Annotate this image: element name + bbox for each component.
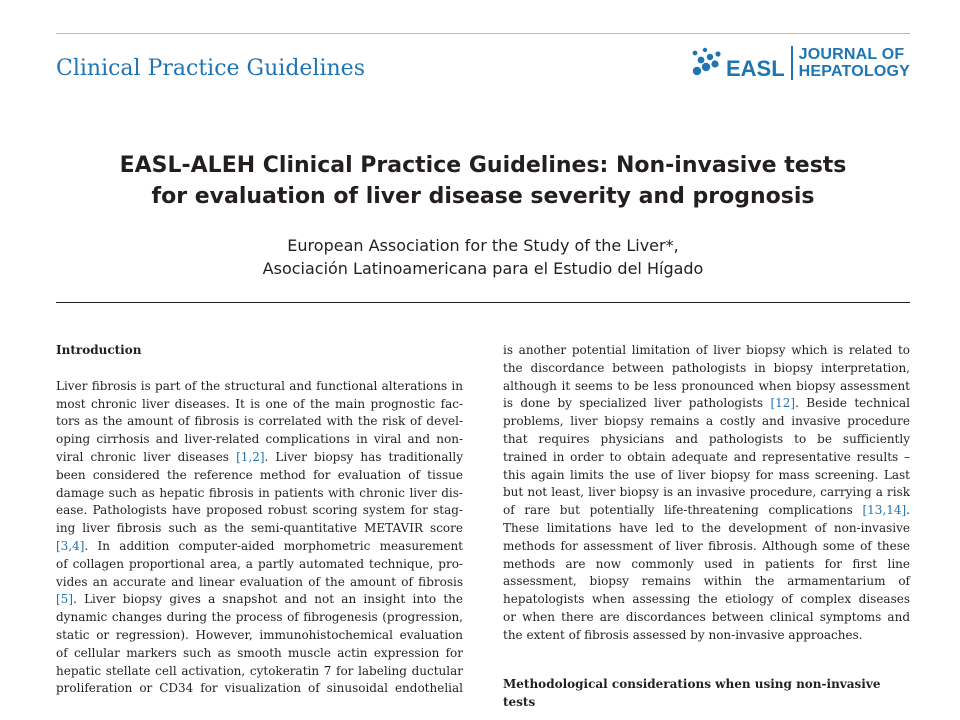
left-column xyxy=(56,342,463,698)
citation-link[interactable]: [13,14] xyxy=(862,503,907,518)
logo-journal-line1: JOURNAL OF xyxy=(798,46,905,63)
text-line: methods for assessment of liver fibrosis. Although some of these xyxy=(503,538,910,553)
right-column xyxy=(503,342,910,645)
author-line-1: European Association for the Study of the Liver*, xyxy=(287,236,679,255)
text-line: proliferation or CD34 for visualization of sinusoidal endothelial xyxy=(56,681,463,696)
text-line: Liver fibrosis is part of the structural and functional alterations in xyxy=(56,378,463,393)
text-line: the extent of fibrosis assessed by non-invasive approaches. xyxy=(503,627,863,642)
text-line: that requires physicians and pathologists to be sufficiently xyxy=(503,431,910,446)
text-line: assessment, biopsy remains within the armamentarium of xyxy=(503,574,910,589)
text-line: or when there are discordances between clinical symptoms and xyxy=(503,609,910,624)
text-line: been considered the reference method for evaluation of tissue xyxy=(56,467,463,482)
logo-journal-line2: HEPATOLOGY xyxy=(798,63,910,80)
text-line: is done by specialized liver pathologists [12]. Beside technical xyxy=(503,396,911,411)
text-line: but not least, liver biopsy is an invasive procedure, carrying a risk xyxy=(503,485,910,500)
text-line: vides an accurate and linear evaluation of the amount of fibrosis xyxy=(56,574,463,589)
introduction-heading: Introduction xyxy=(56,343,142,357)
text-line: although it seems to be less pronounced when biopsy assessment xyxy=(503,378,910,393)
top-rule xyxy=(56,33,910,34)
methodological-heading: Methodological considerations when using non-invasive tests xyxy=(503,677,881,709)
journal-logo xyxy=(688,41,910,85)
title-line-1: EASL-ALEH Clinical Practice Guidelines: Non-invasive tests xyxy=(119,153,847,178)
text-line: [3,4]. In addition computer-aided morphometric measurement xyxy=(56,538,463,553)
text-line: hepatic stellate cell activation, cytokeratin 7 for labeling ductular xyxy=(56,663,463,678)
authors xyxy=(56,234,910,280)
left-column-body xyxy=(56,378,463,698)
logo-journal-name xyxy=(799,46,910,80)
text-line: oping cirrhosis and liver-related complications in viral and non- xyxy=(56,432,463,447)
text-line: viral chronic liver diseases [1,2]. Liver biopsy has traditionally xyxy=(56,449,463,464)
header-rule xyxy=(56,302,910,303)
citation-link[interactable]: [12] xyxy=(770,396,796,411)
logo-easl-text: EASL xyxy=(725,56,785,81)
easl-dots-icon xyxy=(688,45,724,81)
logo-divider xyxy=(791,46,793,80)
text-line: ing liver fibrosis such as the semi-quantitative METAVIR score xyxy=(56,521,463,536)
text-line: tors as the amount of fibrosis is correlated with the risk of devel- xyxy=(56,414,463,429)
text-line: methods are now commonly used in patients for first line xyxy=(503,556,910,571)
text-line: the discordance between pathologists in biopsy interpretation, xyxy=(503,360,910,375)
text-line: dynamic changes during the process of fibrogenesis (progression, xyxy=(56,610,463,625)
text-line: These limitations have led to the development of non-invasive xyxy=(503,520,910,535)
citation-link[interactable]: [5] xyxy=(56,592,73,607)
citation-link[interactable]: [1,2] xyxy=(236,449,265,464)
text-line: of collagen proportional area, a partly automated technique, pro- xyxy=(56,556,463,571)
text-line: trained in order to obtain adequate and representative results – xyxy=(503,449,910,464)
text-line: most chronic liver diseases. It is one of the main prognostic fac- xyxy=(56,396,463,411)
text-line: problems, liver biopsy remains a costly and invasive procedure xyxy=(503,414,910,429)
title-line-2: for evaluation of liver disease severity and prognosis xyxy=(151,184,815,209)
text-line: of rare but potentially life-threatening complications [13,14]. xyxy=(503,503,910,518)
text-line: damage such as hepatic fibrosis in patients with chronic liver dis- xyxy=(56,485,463,500)
citation-link[interactable]: [3,4] xyxy=(56,538,85,553)
section-label: Clinical Practice Guidelines xyxy=(56,56,365,81)
text-line: of cellular markers such as smooth muscle actin expression for xyxy=(56,645,463,660)
text-line: ease. Pathologists have proposed robust scoring system for stag- xyxy=(56,503,463,518)
text-line: is another potential limitation of liver biopsy which is related to xyxy=(503,343,910,357)
right-column-body xyxy=(503,342,910,645)
text-line: this again limits the use of liver biopsy for mass screening. Last xyxy=(503,467,910,482)
paper-title xyxy=(56,150,910,212)
text-line: static or regression). However, immunohistochemical evaluation xyxy=(56,627,463,642)
text-line: [5]. Liver biopsy gives a snapshot and not an insight into the xyxy=(56,592,463,607)
author-line-2: Asociación Latinoamericana para el Estudio del Hígado xyxy=(262,259,704,278)
text-line: hepatologists when assessing the etiology of complex diseases xyxy=(503,592,910,607)
